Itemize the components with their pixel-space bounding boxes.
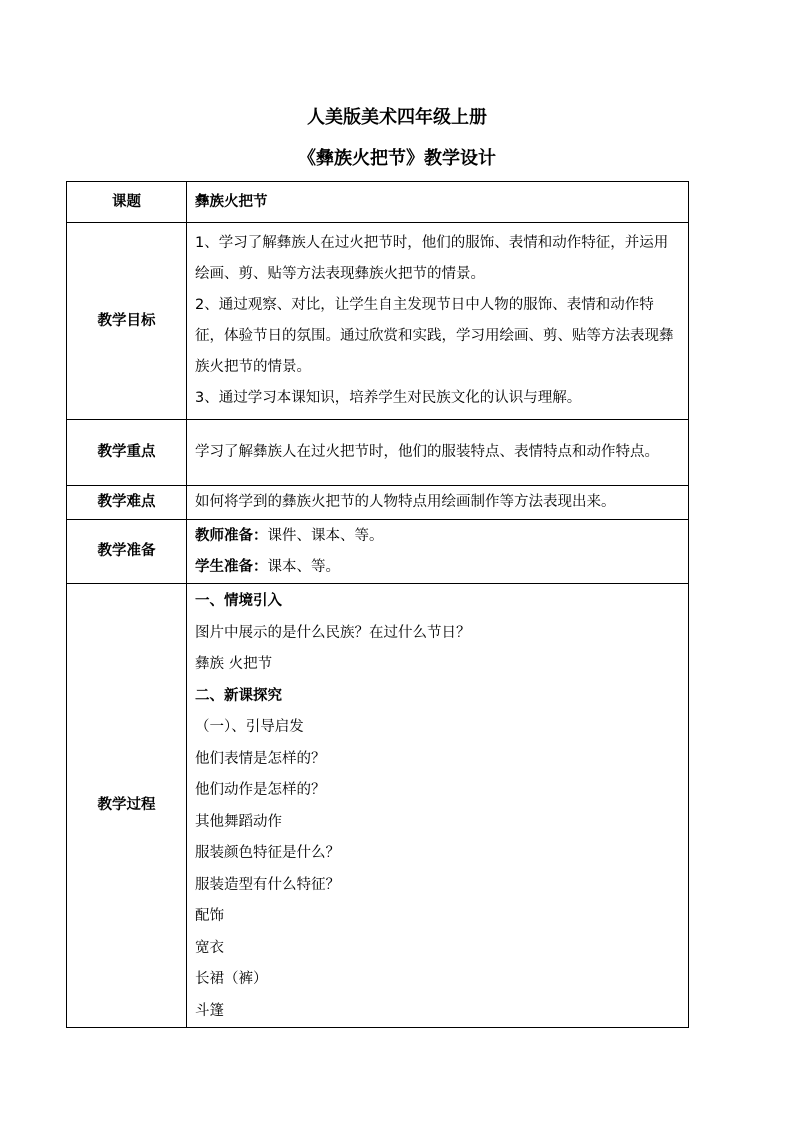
process-content <box>187 584 689 1028</box>
difficulties-label: 教学难点 <box>67 486 187 520</box>
process-section-heading: 一、情境引入 <box>195 593 282 609</box>
key-points-label: 教学重点 <box>67 420 187 486</box>
process-section-heading: 二、新课探究 <box>195 687 282 704</box>
process-line: 图片中展示的是什么民族？在过什么节日？ <box>195 624 471 641</box>
process-line: 他们表情是怎样的？ <box>195 750 326 767</box>
goal-item: 1、学习了解彝族人在过火把节时，他们的服饰、表情和动作特征，并运用绘画、剪、贴等方法表现彝族火把节的情景。 <box>195 235 669 282</box>
teacher-preparation-value: 课件、课本、等。 <box>267 527 384 544</box>
student-preparation-value: 课本、等。 <box>267 558 340 575</box>
process-line: 彝族 火把节 <box>195 656 273 672</box>
teacher-preparation-label: 教师准备： <box>195 527 268 544</box>
goals-label: 教学目标 <box>67 223 187 420</box>
table-row-preparation <box>67 520 689 584</box>
table-row-topic <box>67 182 689 223</box>
table-row-process <box>67 584 689 1028</box>
topic-label: 课题 <box>67 182 187 223</box>
table-row-difficulties <box>67 486 689 520</box>
table-row-goals <box>67 223 689 420</box>
process-label: 教学过程 <box>67 584 187 1028</box>
goals-content <box>187 223 689 420</box>
preparation-content <box>187 520 689 584</box>
process-line: 宽衣 <box>195 939 224 956</box>
process-line: 服装颜色特征是什么？ <box>195 845 340 861</box>
process-line: 其他舞蹈动作 <box>195 813 282 830</box>
process-line: 配饰 <box>195 908 224 924</box>
process-line: 斗篷 <box>195 1002 224 1019</box>
key-points-value: 学习了解彝族人在过火把节时，他们的服装特点、表情特点和动作特点。 <box>187 420 689 486</box>
goal-item: 3、通过学习本课知识，培养学生对民族文化的认识与理解。 <box>195 390 582 406</box>
preparation-label: 教学准备 <box>67 520 187 584</box>
process-line: （一）、引导启发 <box>195 719 304 735</box>
topic-value: 彝族火把节 <box>187 182 689 223</box>
teacher-preparation <box>195 521 680 552</box>
document-title: 人美版美术四年级上册 <box>307 107 487 128</box>
table-row-key-points <box>67 420 689 486</box>
process-line: 他们动作是怎样的？ <box>195 782 326 798</box>
difficulties-value: 如何将学到的彝族火把节的人物特点用绘画制作等方法表现出来。 <box>187 486 689 520</box>
document-subtitle: 《彝族火把节》教学设计 <box>298 148 496 169</box>
student-preparation <box>195 552 680 583</box>
process-line: 长裙（裤） <box>195 971 268 987</box>
goal-item: 2、通过观察、对比，让学生自主发现节日中人物的服饰、表情和动作特征，体验节日的氛围。通过欣赏和实践，学习用绘画、剪、贴等方法表现彝族火把节的情景。 <box>195 297 674 375</box>
lesson-plan-table <box>66 181 689 1028</box>
process-line: 服装造型有什么特征？ <box>195 876 340 893</box>
student-preparation-label: 学生准备： <box>195 558 268 575</box>
